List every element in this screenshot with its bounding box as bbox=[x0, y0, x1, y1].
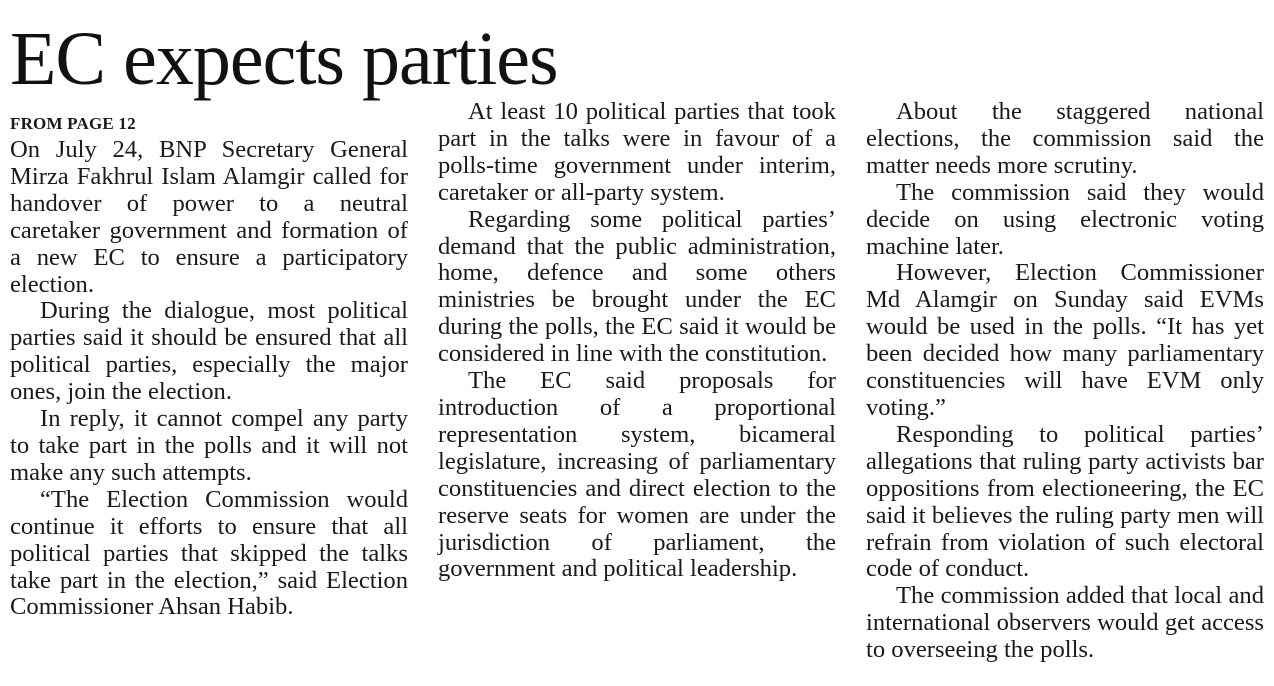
paragraph: At least 10 political parties that took part in the talks were in favour of a polls-time government under interim, caretaker or all-party system. bbox=[438, 98, 836, 206]
article-column-1 bbox=[10, 99, 408, 621]
paragraph: The EC said proposals for introduction of a proportional representation system, bicameral legislature, increasing of parliamentary constituencies and direct election to the reserve seats for women are under the jurisdiction of parliament, the government and political leadership. bbox=[438, 367, 836, 583]
paragraph: On July 24, BNP Secretary General Mirza Fakhrul Islam Alamgir called for handover of power to a neutral caretaker government and formation of a new EC to ensure a participatory election. bbox=[10, 136, 408, 298]
paragraph: The commission added that local and international observers would get access to overseeing the polls. bbox=[866, 582, 1264, 664]
paragraph: About the staggered national elections, the commission said the matter needs more scrutiny. bbox=[866, 98, 1264, 179]
article-column-3 bbox=[866, 99, 1264, 664]
jump-line: FROM PAGE 12 bbox=[10, 114, 136, 133]
headline: EC expects parties bbox=[10, 17, 558, 101]
paragraph: However, Election Commissioner Md Alamgir on Sunday said EVMs would be used in the polls. “It has yet been decided how many parliamentary constituencies will have EVM only voting.” bbox=[866, 259, 1264, 421]
paragraph: Regarding some political parties’ demand that the public administration, home, defence and some others ministries be brought under the EC during the polls, the EC said it would be considered in line with the constitution. bbox=[438, 205, 836, 368]
paragraph: “The Election Commission would continue it efforts to ensure that all political parties that skipped the talks take part in the election,” said Election Commissioner Ahsan Habib. bbox=[10, 485, 408, 621]
paragraph: During the dialogue, most political parties said it should be ensured that all political parties, especially the major ones, join the election. bbox=[10, 297, 408, 406]
paragraph: Responding to political parties’ allegations that ruling party activists bar oppositions from electioneering, the EC said it believes the ruling party men will refrain from violation of such electoral code of conduct. bbox=[866, 420, 1264, 583]
article-column-2 bbox=[438, 99, 836, 583]
paragraph: The commission said they would decide on using electronic voting machine later. bbox=[866, 178, 1264, 260]
paragraph: In reply, it cannot compel any party to take part in the polls and it will not make any such attempts. bbox=[10, 405, 408, 486]
